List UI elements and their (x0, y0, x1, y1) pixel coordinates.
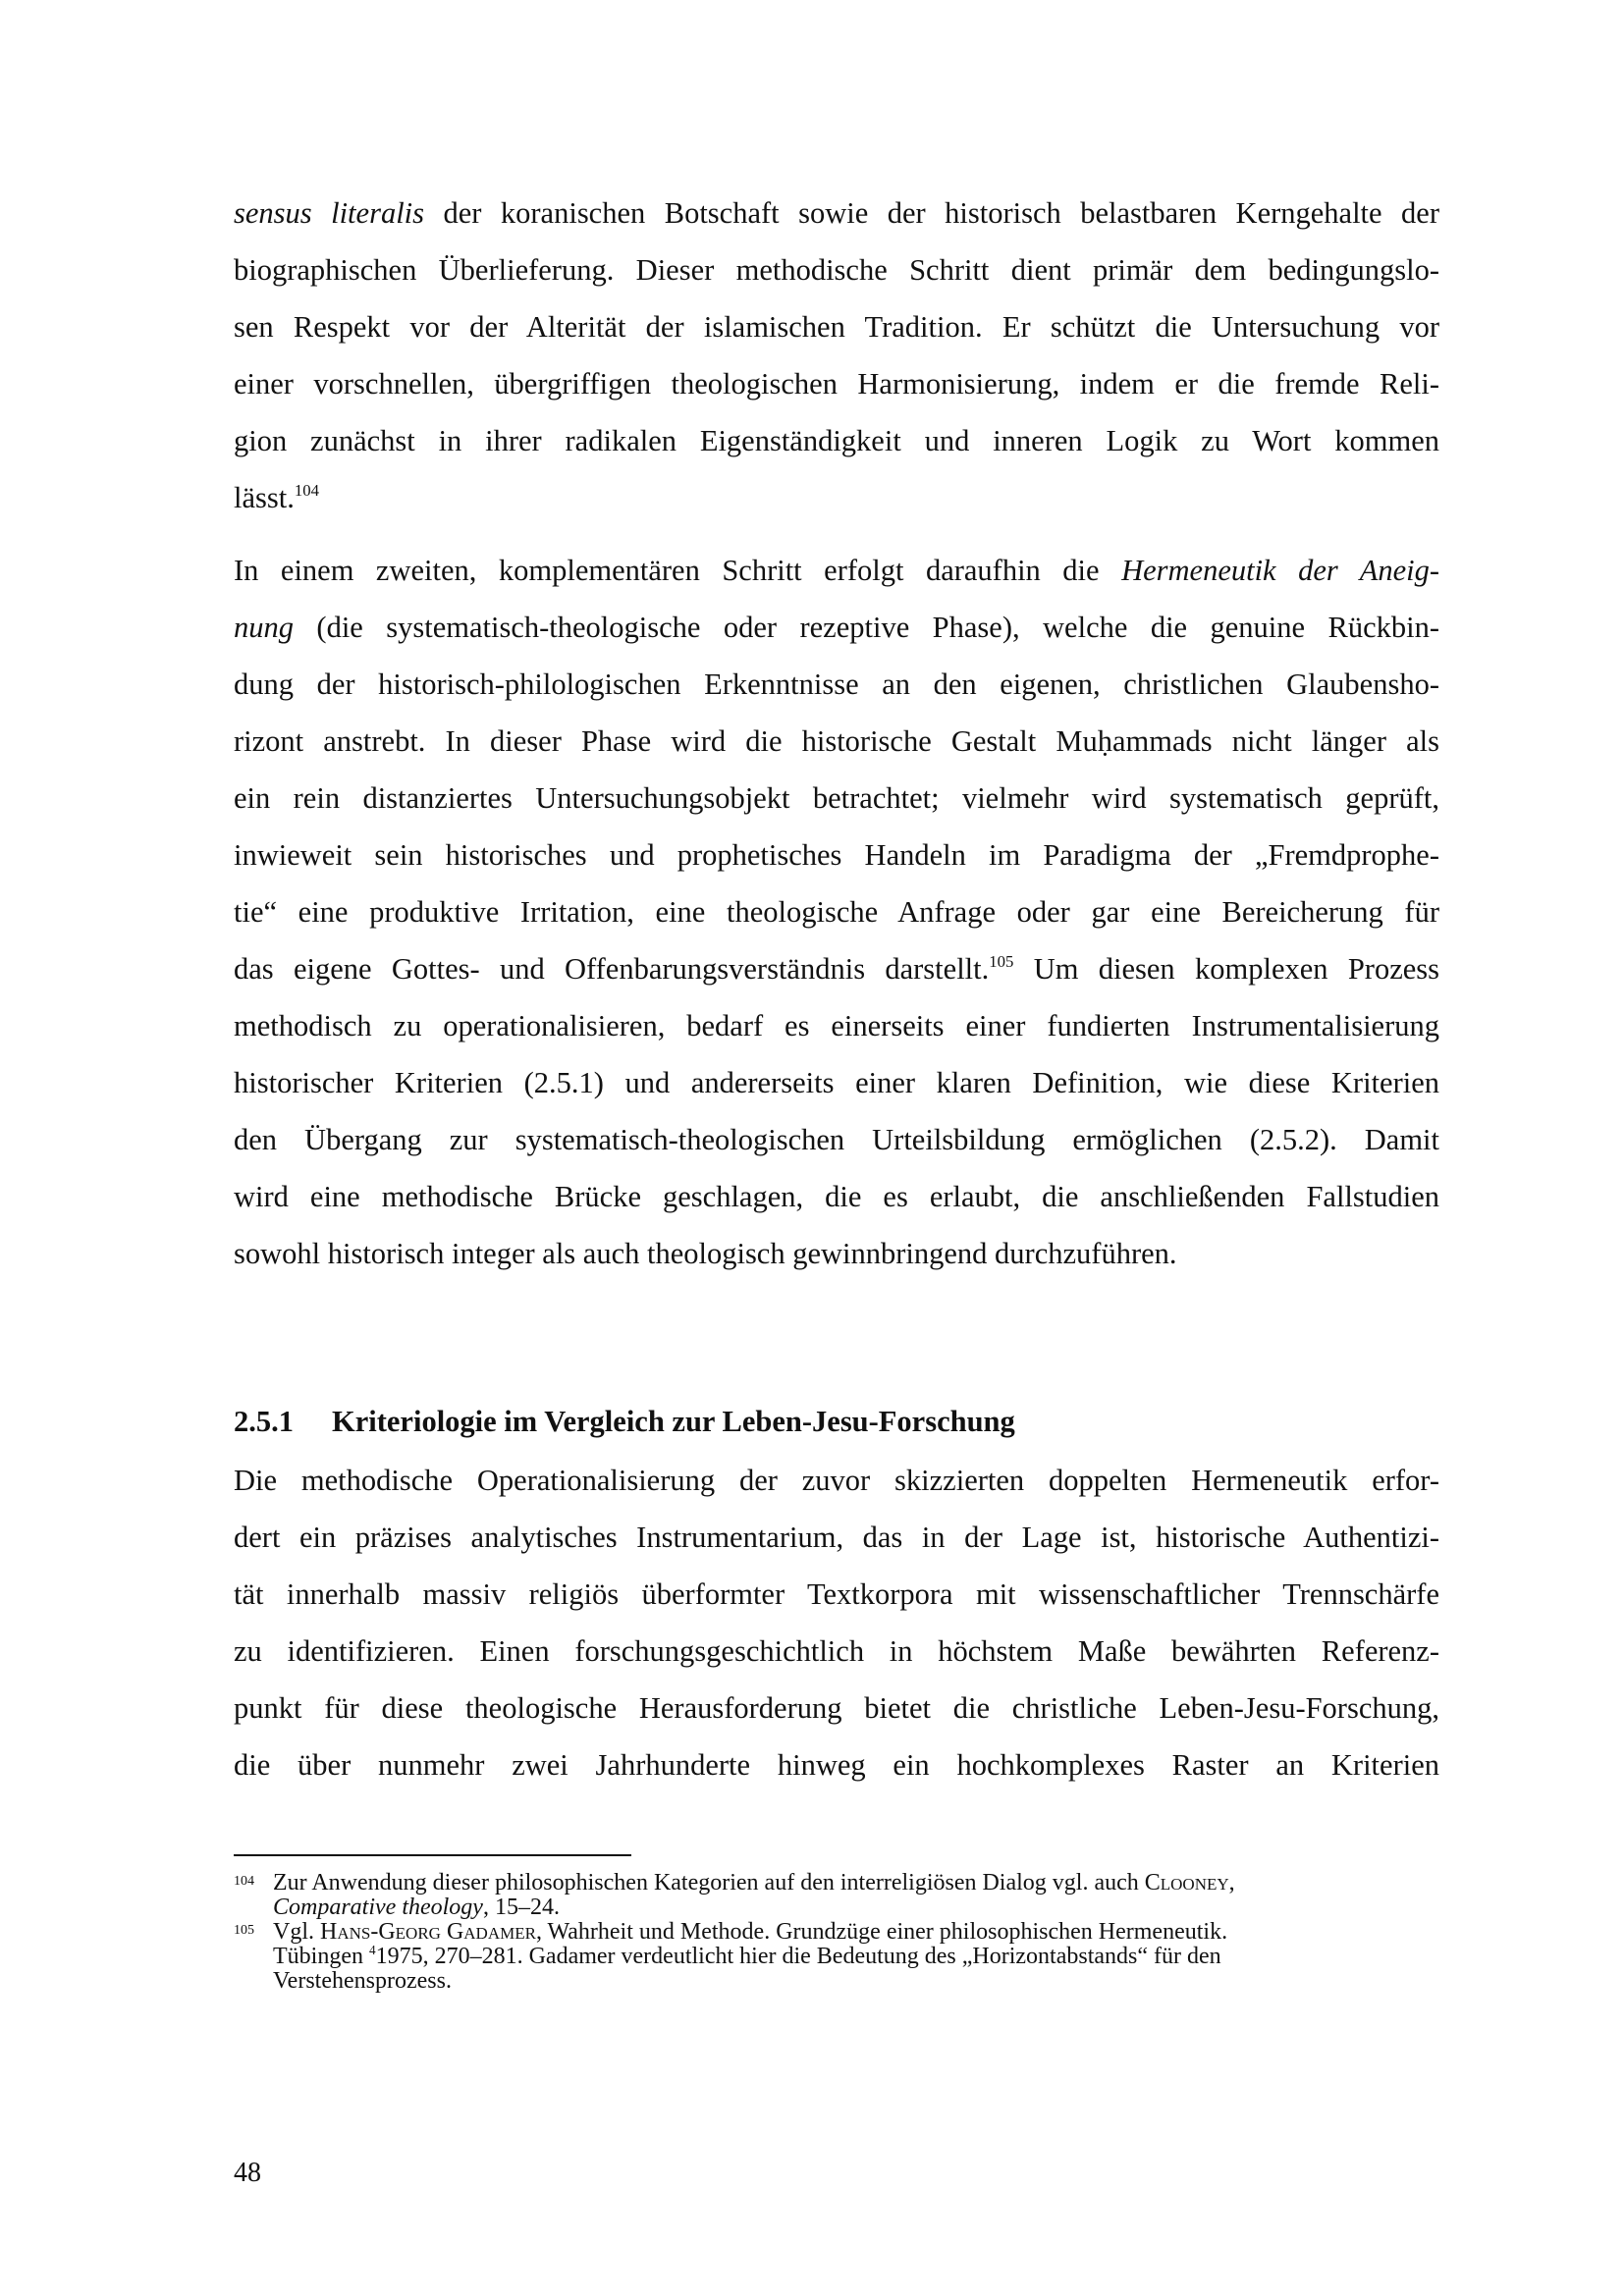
footnote-reference[interactable]: 104 (294, 481, 320, 501)
author-name: Hans-Georg Gadamer (320, 1919, 536, 1945)
footnote-number: 104 (234, 1874, 254, 1889)
text-line: Die methodische Operationalisierung der zuvor skizzierten doppelten Hermeneutik erfor- (234, 1464, 1439, 1497)
text-line: historischer Kriterien (2.5.1) und andererseits einer klaren Definition, wie diese Kriterien (234, 1066, 1439, 1099)
footnotes (234, 1871, 1439, 1994)
text-line: dert ein präzises analytisches Instrumentarium, das in der Lage ist, historische Authentizi- (234, 1521, 1439, 1554)
text-line: dung der historisch-philologischen Erkenntnisse an den eigenen, christlichen Glaubensho- (234, 667, 1439, 701)
text-line: ein rein distanziertes Untersuchungsobjekt betrachtet; vielmehr wird systematisch geprüft, (234, 781, 1439, 815)
text-line: punkt für diese theologische Herausforderung bietet die christliche Leben-Jesu-Forschung, (234, 1691, 1439, 1725)
text-line: die über nunmehr zwei Jahrhunderte hinweg ein hochkomplexes Raster an Kriterien (234, 1748, 1439, 1782)
text-line: inwieweit sein historisches und prophetisches Handeln im Paradigma der „Fremdprophe- (234, 838, 1439, 872)
footnote (234, 1871, 1439, 1920)
footnote-line: Zur Anwendung dieser philosophischen Kategorien auf den interreligiösen Dialog vgl. auch Clooney, (273, 1870, 1235, 1896)
text-line: das eigene Gottes- und Offenbarungsverständnis darstellt.$^{105}$ Um diesen komplexen Prozess (234, 952, 1440, 986)
text-line: den Übergang zur systematisch-theologischen Urteilsbildung ermöglichen (2.5.2). Damit (234, 1123, 1439, 1156)
footnote (234, 1920, 1439, 1994)
text-line: gion zunächst in ihrer radikalen Eigenständigkeit und inneren Logik zu Wort kommen (234, 424, 1439, 457)
footnote-reference[interactable]: 105 (989, 952, 1014, 972)
footnote-line: Tübingen $^4$1975, 270–281. Gadamer verdeutlicht hier die Bedeutung des „Horizontabstands“ für den (273, 1942, 1221, 1969)
page-number: 48 (234, 2158, 261, 2188)
text-line: methodisch zu operationalisieren, bedarf es einerseits einer fundierten Instrumentalisierung (234, 1009, 1439, 1042)
text-line: lässt.$^{104}$ (234, 481, 320, 514)
text-line: rizont anstrebt. In dieser Phase wird die historische Gestalt Muḥammads nicht länger als (234, 724, 1439, 758)
section-number: 2.5.1 (234, 1405, 294, 1438)
paragraph (234, 542, 1439, 1282)
footnote-separator (234, 1854, 631, 1856)
section-title: Kriteriologie im Vergleich zur Leben-Jesu-Forschung (332, 1405, 1015, 1438)
text-line: sensus literalis der koranischen Botschaft sowie der historisch belastbaren Kerngehalte der (234, 196, 1439, 230)
section-heading (234, 1393, 1015, 1450)
emphasis-text: sensus literalis (234, 196, 425, 230)
text-line: sowohl historisch integer als auch theologisch gewinnbringend durchzuführen. (234, 1237, 1177, 1270)
work-title: Comparative theology (273, 1895, 483, 1920)
paragraph (234, 1452, 1439, 1793)
text-line: tät innerhalb massiv religiös überformter Textkorpora mit wissenschaftlicher Trennschärfe (234, 1577, 1439, 1611)
footnote-number: 105 (234, 1923, 254, 1938)
text-line: wird eine methodische Brücke geschlagen, die es erlaubt, die anschließenden Fallstudien (234, 1180, 1439, 1213)
footnote-line: Verstehensprozess. (273, 1968, 452, 1994)
text-line: nung (die systematisch-theologische oder rezeptive Phase), welche die genuine Rückbin- (234, 611, 1439, 644)
edition-number: 4 (368, 1942, 376, 1957)
emphasis-text: Hermeneutik der Aneig- (1121, 554, 1439, 587)
paragraph (234, 185, 1439, 526)
emphasis-text: nung (234, 611, 294, 644)
text-line: einer vorschnellen, übergriffigen theologischen Harmonisierung, indem er die fremde Reli- (234, 367, 1439, 400)
text-line: In einem zweiten, komplementären Schritt erfolgt daraufhin die Hermeneutik der Aneig- (234, 554, 1439, 587)
footnote-line: Comparative theology, 15–24. (273, 1895, 560, 1920)
text-line: sen Respekt vor der Alterität der islamischen Tradition. Er schützt die Untersuchung vor (234, 310, 1439, 344)
text-line: zu identifizieren. Einen forschungsgeschichtlich in höchstem Maße bewährten Referenz- (234, 1634, 1439, 1668)
footnote-line: Vgl. Hans-Georg Gadamer, Wahrheit und Methode. Grundzüge einer philosophischen Hermeneutik. (273, 1919, 1228, 1945)
text-line: biographischen Überlieferung. Dieser methodische Schritt dient primär dem bedingungslo- (234, 253, 1439, 287)
author-name: Clooney (1144, 1870, 1229, 1896)
text-line: tie“ eine produktive Irritation, eine theologische Anfrage oder gar eine Bereicherung für (234, 895, 1439, 929)
